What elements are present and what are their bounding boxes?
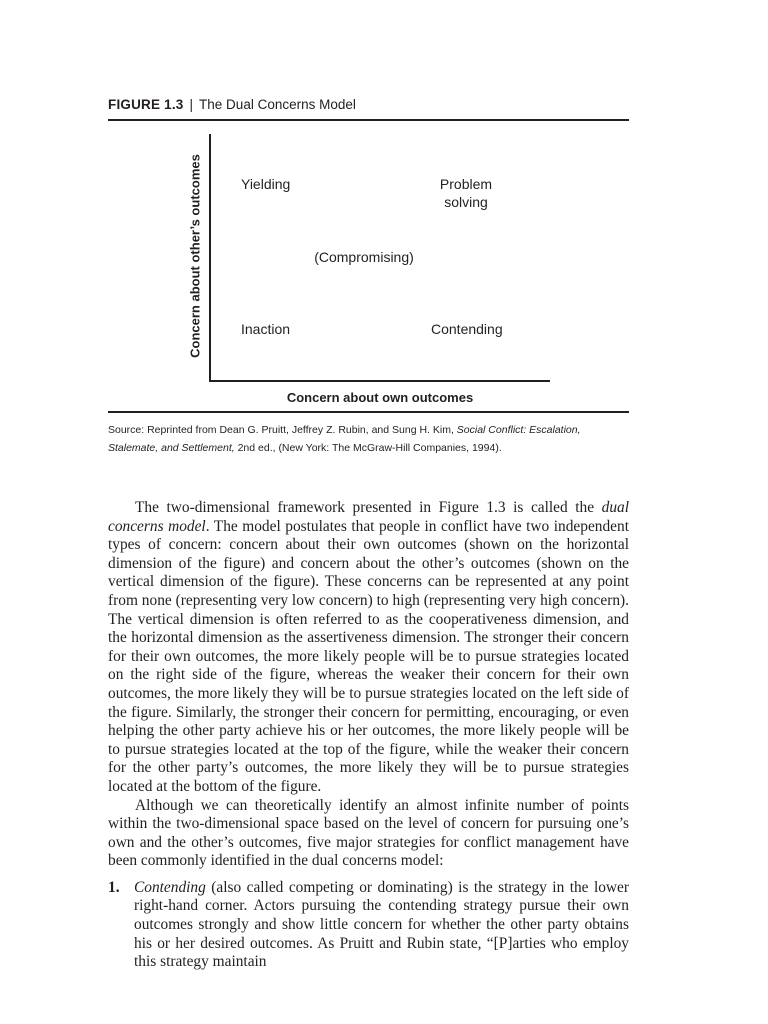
strategy-yielding: Yielding [241, 176, 291, 192]
source-suffix: 2nd ed., (New York: The McGraw-Hill Companies, 1994). [234, 442, 502, 454]
strategy-contending: Contending [431, 321, 503, 337]
x-axis-label: Concern about own outcomes [286, 390, 474, 405]
source-prefix: Source: Reprinted from Dean G. Pruitt, Jeffrey Z. Rubin, and Sung H. Kim, [108, 424, 457, 436]
horizontal-axis [209, 380, 550, 382]
figure-number: FIGURE 1.3 [108, 97, 184, 112]
paragraph-1-start: The two-dimensional framework presented in Figure 1.3 is called the [135, 499, 602, 516]
figure-separator: | [189, 97, 194, 112]
problem-solving-line2: solving [444, 194, 488, 210]
paragraph-1-rest: . The model postulates that people in conflict have two independent types of concern: concern about their own outcomes (shown on the horizontal dimension of the figure) and concern about the other’s outcomes (shown on the vertical dimension of the figure). These concerns can be represented at any point from none (representing very low concern) to high (representing very high concern). The vertical dimension is often referred to as the cooperativeness dimension, and the horizontal dimension as the assertiveness dimension. The stronger their concern for their own outcomes, the more likely people will be to pursue strategies located on the right side of the figure, whereas the weaker their concern for their own outcomes, the more likely they will be to pursue strategies located on the left side of the figure. Similarly, the stronger their concern for permitting, encouraging, or even helping the other party achieve his or her outcomes, the more likely people will be to pursue strategies located at the top of the figure, while the weaker their concern for the other party’s outcomes, the more likely they will be to pursue strategies located at the bottom of the figure. [108, 517, 629, 795]
body-text [108, 499, 629, 972]
paragraph-2: Although we can theoretically identify an almost infinite number of points within the two-dimensional space based on the level of concern for pursuing one’s own and the other’s outcomes, five major strategies for conflict management have been commonly identified in the dual concerns model: [108, 796, 629, 870]
list-item [108, 879, 629, 972]
problem-solving-line1: Problem [439, 176, 493, 192]
figure-title: The Dual Concerns Model [199, 97, 356, 112]
figure-header [108, 96, 628, 114]
figure-bottom-rule [108, 411, 629, 413]
figure-top-rule [108, 119, 629, 121]
y-axis-label: Concern about other’s outcomes [187, 154, 203, 358]
strategy-compromising: (Compromising) [314, 249, 414, 265]
vertical-axis [209, 134, 211, 382]
strategy-inaction: Inaction [241, 321, 291, 337]
list-item-number: 1. [108, 878, 120, 896]
figure-source [108, 421, 628, 457]
list-item-text: (also called competing or dominating) is the strategy in the lower right-hand corner. Actors pursuing the contending strategy pursue their own outcomes strongly and show little concern for whether the other party obtains his or her desired outcomes. As Pruitt and Rubin state, “[P]arties who employ this strategy maintain [134, 878, 629, 971]
strategy-problem-solving [421, 175, 511, 211]
term-dual-concerns-model: dual concerns model [108, 499, 629, 535]
paragraph-1 [108, 499, 629, 797]
list-item-term: Contending [134, 878, 206, 896]
source-book-title: Social Conflict: Escalation, Stalemate, and Settlement, [108, 424, 581, 454]
